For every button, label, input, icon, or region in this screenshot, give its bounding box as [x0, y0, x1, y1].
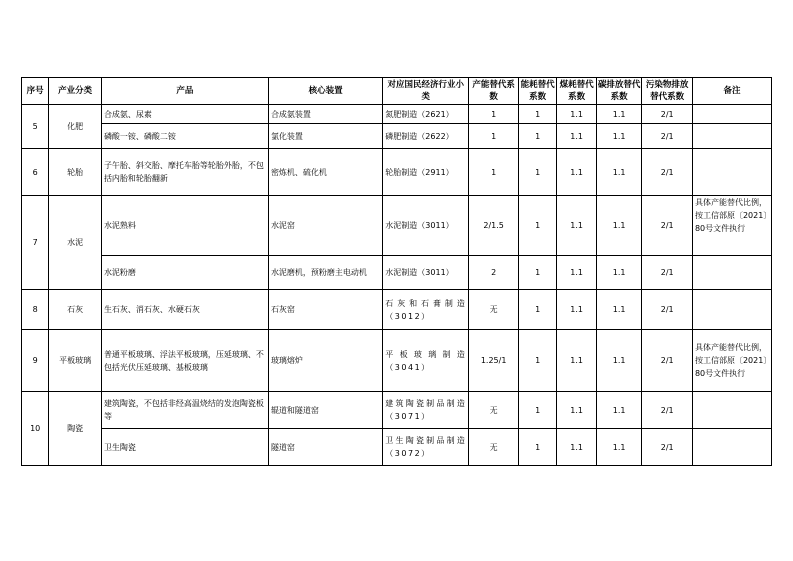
cell-energy: 1: [518, 429, 556, 466]
cell-product: 磷酸一铵、磷酸二铵: [101, 124, 268, 149]
header-coal: 煤耗替代系数: [557, 78, 596, 105]
table-row: [22, 256, 772, 290]
cell-capacity: 无: [469, 392, 519, 429]
cell-coal: 1.1: [557, 124, 596, 149]
header-product: 产品: [101, 78, 268, 105]
cell-device: 水泥窑: [268, 196, 382, 256]
cell-carbon: 1.1: [596, 392, 642, 429]
cell-capacity: 1: [469, 149, 519, 196]
cell-device: 隧道窑: [268, 429, 382, 466]
cell-capacity: 1.25/1: [469, 330, 519, 392]
cell-notes: [692, 149, 771, 196]
cell-energy: 1: [518, 392, 556, 429]
replacement-coefficient-table: [21, 77, 772, 466]
cell-carbon: 1.1: [596, 330, 642, 392]
cell-pollutant: 2/1: [642, 149, 693, 196]
header-industry: 产业分类: [49, 78, 102, 105]
cell-energy: 1: [518, 149, 556, 196]
cell-product: 水泥粉磨: [101, 256, 268, 290]
cell-notes: [692, 429, 771, 466]
cell-capacity: 1: [469, 124, 519, 149]
cell-notes: 具体产能替代比例，按工信部原〔2021〕80号文件执行: [692, 330, 771, 392]
table-row: [22, 330, 772, 392]
cell-capacity: 无: [469, 429, 519, 466]
cell-notes: [692, 392, 771, 429]
cell-capacity: 无: [469, 290, 519, 330]
header-sector: 对应国民经济行业小类: [383, 78, 469, 105]
header-notes: 备注: [692, 78, 771, 105]
cell-product: 水泥熟料: [101, 196, 268, 256]
cell-product: 建筑陶瓷，不包括非经高温烧结的发泡陶瓷板等: [101, 392, 268, 429]
cell-coal: 1.1: [557, 429, 596, 466]
cell-industry: 轮胎: [49, 149, 102, 196]
cell-product: 普通平板玻璃、浮法平板玻璃，压延玻璃、不包括光伏压延玻璃、基板玻璃: [101, 330, 268, 392]
cell-notes: [692, 105, 771, 124]
cell-notes: [692, 124, 771, 149]
cell-seq: 9: [22, 330, 49, 392]
cell-sector: 水泥制造（3011）: [383, 196, 469, 256]
table-row: [22, 196, 772, 256]
cell-coal: 1.1: [557, 256, 596, 290]
header-row: [22, 78, 772, 105]
header-seq: 序号: [22, 78, 49, 105]
cell-energy: 1: [518, 330, 556, 392]
cell-product: 生石灰、消石灰、水硬石灰: [101, 290, 268, 330]
cell-pollutant: 2/1: [642, 330, 693, 392]
cell-industry: 陶瓷: [49, 392, 102, 466]
cell-industry: 化肥: [49, 105, 102, 149]
cell-energy: 1: [518, 256, 556, 290]
cell-sector: 平板玻璃制造（3041）: [383, 330, 469, 392]
cell-sector: 磷肥制造（2622）: [383, 124, 469, 149]
cell-sector: 卫生陶瓷制品制造（3072）: [383, 429, 469, 466]
table-row: [22, 124, 772, 149]
cell-device: 玻璃熔炉: [268, 330, 382, 392]
cell-pollutant: 2/1: [642, 124, 693, 149]
cell-energy: 1: [518, 124, 556, 149]
cell-coal: 1.1: [557, 290, 596, 330]
cell-industry: 水泥: [49, 196, 102, 290]
cell-carbon: 1.1: [596, 429, 642, 466]
cell-coal: 1.1: [557, 105, 596, 124]
cell-sector: 水泥制造（3011）: [383, 256, 469, 290]
cell-sector: 轮胎制造（2911）: [383, 149, 469, 196]
table-row: [22, 429, 772, 466]
cell-capacity: 2: [469, 256, 519, 290]
cell-product: 合成氨、尿素: [101, 105, 268, 124]
cell-seq: 5: [22, 105, 49, 149]
cell-sector: 石灰和石膏制造（3012）: [383, 290, 469, 330]
cell-seq: 7: [22, 196, 49, 290]
cell-product: 子午胎、斜交胎、摩托车胎等轮胎外胎，不包括内胎和轮胎翻新: [101, 149, 268, 196]
cell-energy: 1: [518, 290, 556, 330]
cell-device: 石灰窑: [268, 290, 382, 330]
table-row: [22, 392, 772, 429]
cell-notes: [692, 290, 771, 330]
cell-pollutant: 2/1: [642, 256, 693, 290]
header-carbon: 碳排放替代系数: [596, 78, 642, 105]
table-row: [22, 290, 772, 330]
cell-pollutant: 2/1: [642, 429, 693, 466]
cell-energy: 1: [518, 105, 556, 124]
table-row: [22, 105, 772, 124]
cell-capacity: 1: [469, 105, 519, 124]
cell-energy: 1: [518, 196, 556, 256]
cell-carbon: 1.1: [596, 256, 642, 290]
header-device: 核心装置: [268, 78, 382, 105]
header-capacity: 产能替代系数: [469, 78, 519, 105]
cell-pollutant: 2/1: [642, 196, 693, 256]
cell-coal: 1.1: [557, 392, 596, 429]
header-pollutant: 污染物排放替代系数: [642, 78, 693, 105]
header-energy: 能耗替代系数: [518, 78, 556, 105]
cell-carbon: 1.1: [596, 196, 642, 256]
cell-notes: [692, 256, 771, 290]
table-row: [22, 149, 772, 196]
cell-device: 密炼机、硫化机: [268, 149, 382, 196]
cell-device: 水泥磨机，预粉磨主电动机: [268, 256, 382, 290]
cell-notes: 具体产能替代比例，按工信部原〔2021〕80号文件执行: [692, 196, 771, 256]
cell-seq: 8: [22, 290, 49, 330]
cell-product: 卫生陶瓷: [101, 429, 268, 466]
cell-carbon: 1.1: [596, 149, 642, 196]
cell-carbon: 1.1: [596, 105, 642, 124]
cell-seq: 6: [22, 149, 49, 196]
cell-device: 氯化装置: [268, 124, 382, 149]
cell-coal: 1.1: [557, 330, 596, 392]
cell-device: 辊道和隧道窑: [268, 392, 382, 429]
cell-coal: 1.1: [557, 196, 596, 256]
cell-carbon: 1.1: [596, 290, 642, 330]
cell-industry: 平板玻璃: [49, 330, 102, 392]
cell-device: 合成氨装置: [268, 105, 382, 124]
cell-seq: 10: [22, 392, 49, 466]
cell-capacity: 2/1.5: [469, 196, 519, 256]
cell-pollutant: 2/1: [642, 105, 693, 124]
cell-pollutant: 2/1: [642, 290, 693, 330]
cell-sector: 建筑陶瓷制品制造（3071）: [383, 392, 469, 429]
cell-coal: 1.1: [557, 149, 596, 196]
cell-pollutant: 2/1: [642, 392, 693, 429]
cell-carbon: 1.1: [596, 124, 642, 149]
cell-sector: 氮肥制造（2621）: [383, 105, 469, 124]
cell-industry: 石灰: [49, 290, 102, 330]
